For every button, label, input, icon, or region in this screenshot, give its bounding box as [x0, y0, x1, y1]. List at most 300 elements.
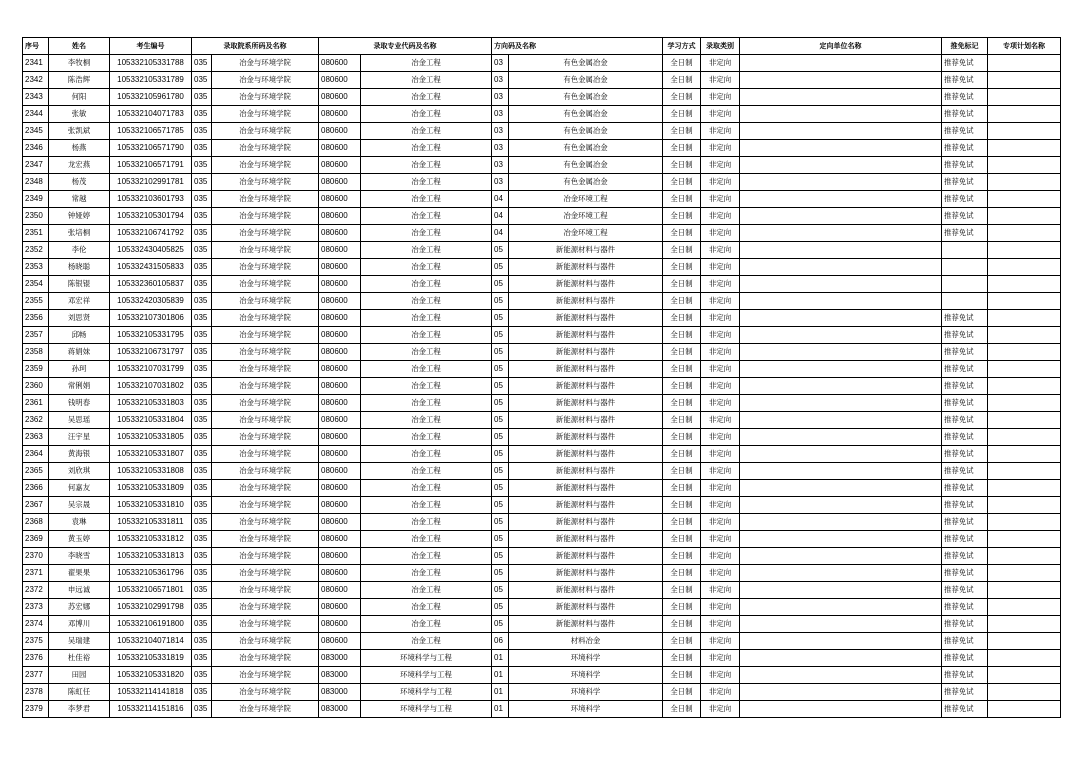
cell-index: 2371: [23, 565, 49, 582]
cell-category: 非定向: [701, 55, 740, 72]
cell-unit: [740, 123, 942, 140]
cell-major-code: 080600: [319, 616, 361, 633]
cell-index: 2350: [23, 208, 49, 225]
cell-recommend: 推荐免试: [942, 684, 988, 701]
cell-recommend: [942, 242, 988, 259]
cell-major-name: 冶金工程: [361, 344, 492, 361]
cell-index: 2358: [23, 344, 49, 361]
cell-dept-name: 冶金与环境学院: [212, 497, 319, 514]
cell-exam-id: 105332102991798: [110, 599, 192, 616]
cell-category: 非定向: [701, 327, 740, 344]
table-row: [23, 361, 1061, 378]
cell-unit: [740, 667, 942, 684]
cell-recommend: 推荐免试: [942, 378, 988, 395]
cell-name: 陈浩辉: [49, 72, 110, 89]
cell-recommend: 推荐免试: [942, 463, 988, 480]
table-row: [23, 565, 1061, 582]
cell-major-name: 冶金工程: [361, 89, 492, 106]
cell-index: 2361: [23, 395, 49, 412]
cell-exam-id: 105332106571785: [110, 123, 192, 140]
cell-unit: [740, 701, 942, 718]
table-row: [23, 140, 1061, 157]
cell-special-plan: [988, 429, 1061, 446]
cell-category: 非定向: [701, 140, 740, 157]
cell-recommend: 推荐免试: [942, 72, 988, 89]
cell-category: 非定向: [701, 446, 740, 463]
cell-dir-code: 05: [492, 548, 509, 565]
cell-special-plan: [988, 446, 1061, 463]
cell-major-code: 080600: [319, 123, 361, 140]
cell-index: 2341: [23, 55, 49, 72]
cell-special-plan: [988, 293, 1061, 310]
cell-special-plan: [988, 633, 1061, 650]
cell-major-name: 冶金工程: [361, 225, 492, 242]
cell-unit: [740, 497, 942, 514]
cell-name: 邓博川: [49, 616, 110, 633]
cell-dir-code: 05: [492, 531, 509, 548]
cell-recommend: 推荐免试: [942, 599, 988, 616]
cell-dir-name: 新能源材料与器件: [509, 259, 663, 276]
cell-name: 刘思贤: [49, 310, 110, 327]
cell-special-plan: [988, 89, 1061, 106]
cell-study-mode: 全日制: [663, 55, 701, 72]
cell-recommend: 推荐免试: [942, 701, 988, 718]
cell-unit: [740, 548, 942, 565]
cell-category: 非定向: [701, 157, 740, 174]
cell-dept-code: 035: [192, 276, 212, 293]
cell-exam-id: 105332105331789: [110, 72, 192, 89]
cell-special-plan: [988, 497, 1061, 514]
header-department: 录取院系所码及名称: [192, 38, 319, 55]
cell-dir-code: 05: [492, 378, 509, 395]
cell-dept-name: 冶金与环境学院: [212, 72, 319, 89]
cell-special-plan: [988, 565, 1061, 582]
cell-unit: [740, 684, 942, 701]
cell-name: 常越: [49, 191, 110, 208]
cell-dept-code: 035: [192, 225, 212, 242]
cell-major-code: 080600: [319, 412, 361, 429]
cell-study-mode: 全日制: [663, 429, 701, 446]
cell-major-code: 080600: [319, 344, 361, 361]
cell-dir-name: 有色金属冶金: [509, 123, 663, 140]
cell-study-mode: 全日制: [663, 446, 701, 463]
cell-unit: [740, 191, 942, 208]
cell-dir-code: 05: [492, 582, 509, 599]
cell-special-plan: [988, 208, 1061, 225]
cell-unit: [740, 344, 942, 361]
cell-dir-code: 03: [492, 106, 509, 123]
cell-category: 非定向: [701, 191, 740, 208]
cell-major-code: 080600: [319, 89, 361, 106]
table-row: [23, 446, 1061, 463]
table-row: [23, 293, 1061, 310]
cell-special-plan: [988, 123, 1061, 140]
cell-recommend: 推荐免试: [942, 106, 988, 123]
cell-dept-code: 035: [192, 106, 212, 123]
cell-recommend: 推荐免试: [942, 412, 988, 429]
cell-study-mode: 全日制: [663, 140, 701, 157]
cell-major-code: 080600: [319, 55, 361, 72]
cell-special-plan: [988, 55, 1061, 72]
cell-dept-code: 035: [192, 497, 212, 514]
cell-category: 非定向: [701, 208, 740, 225]
cell-major-name: 冶金工程: [361, 361, 492, 378]
cell-dept-name: 冶金与环境学院: [212, 327, 319, 344]
cell-exam-id: 105332106571790: [110, 140, 192, 157]
cell-special-plan: [988, 361, 1061, 378]
cell-dir-name: 新能源材料与器件: [509, 395, 663, 412]
cell-index: 2346: [23, 140, 49, 157]
cell-dept-code: 035: [192, 548, 212, 565]
cell-special-plan: [988, 276, 1061, 293]
cell-dept-code: 035: [192, 616, 212, 633]
cell-exam-id: 105332420305839: [110, 293, 192, 310]
cell-exam-id: 105332106191800: [110, 616, 192, 633]
cell-category: 非定向: [701, 378, 740, 395]
cell-dir-code: 05: [492, 616, 509, 633]
cell-study-mode: 全日制: [663, 650, 701, 667]
cell-unit: [740, 157, 942, 174]
cell-dir-code: 01: [492, 667, 509, 684]
cell-study-mode: 全日制: [663, 701, 701, 718]
cell-exam-id: 105332104071814: [110, 633, 192, 650]
cell-dept-name: 冶金与环境学院: [212, 89, 319, 106]
cell-recommend: 推荐免试: [942, 480, 988, 497]
cell-special-plan: [988, 242, 1061, 259]
cell-dir-name: 新能源材料与器件: [509, 327, 663, 344]
cell-exam-id: 105332105331788: [110, 55, 192, 72]
cell-index: 2357: [23, 327, 49, 344]
cell-index: 2349: [23, 191, 49, 208]
cell-dept-name: 冶金与环境学院: [212, 480, 319, 497]
cell-dir-code: 04: [492, 191, 509, 208]
table-row: [23, 327, 1061, 344]
cell-exam-id: 105332431505833: [110, 259, 192, 276]
cell-major-name: 冶金工程: [361, 497, 492, 514]
cell-unit: [740, 582, 942, 599]
cell-study-mode: 全日制: [663, 395, 701, 412]
cell-category: 非定向: [701, 582, 740, 599]
cell-dir-code: 01: [492, 701, 509, 718]
cell-exam-id: 105332106741792: [110, 225, 192, 242]
table-row: [23, 480, 1061, 497]
table-row: [23, 123, 1061, 140]
cell-name: 吴瑞建: [49, 633, 110, 650]
cell-dept-code: 035: [192, 208, 212, 225]
table-row: [23, 174, 1061, 191]
cell-unit: [740, 650, 942, 667]
cell-name: 钟娅婷: [49, 208, 110, 225]
cell-recommend: 推荐免试: [942, 55, 988, 72]
cell-special-plan: [988, 616, 1061, 633]
table-row: [23, 378, 1061, 395]
cell-dir-code: 04: [492, 208, 509, 225]
table-row: [23, 616, 1061, 633]
cell-unit: [740, 242, 942, 259]
cell-index: 2368: [23, 514, 49, 531]
cell-category: 非定向: [701, 667, 740, 684]
cell-dept-name: 冶金与环境学院: [212, 395, 319, 412]
cell-unit: [740, 565, 942, 582]
cell-unit: [740, 514, 942, 531]
cell-exam-id: 105332360105837: [110, 276, 192, 293]
cell-major-code: 080600: [319, 565, 361, 582]
cell-recommend: [942, 293, 988, 310]
cell-study-mode: 全日制: [663, 344, 701, 361]
cell-dir-name: 有色金属冶金: [509, 157, 663, 174]
cell-index: 2352: [23, 242, 49, 259]
cell-dir-code: 03: [492, 123, 509, 140]
cell-name: 吴宗晟: [49, 497, 110, 514]
cell-dir-code: 03: [492, 174, 509, 191]
cell-major-name: 冶金工程: [361, 565, 492, 582]
cell-special-plan: [988, 480, 1061, 497]
cell-dept-name: 冶金与环境学院: [212, 412, 319, 429]
cell-major-code: 080600: [319, 395, 361, 412]
cell-recommend: 推荐免试: [942, 123, 988, 140]
header-major: 录取专业代码及名称: [319, 38, 492, 55]
cell-recommend: [942, 276, 988, 293]
cell-dept-code: 035: [192, 412, 212, 429]
cell-unit: [740, 327, 942, 344]
cell-dept-name: 冶金与环境学院: [212, 140, 319, 157]
cell-dir-code: 04: [492, 225, 509, 242]
cell-recommend: 推荐免试: [942, 497, 988, 514]
cell-study-mode: 全日制: [663, 514, 701, 531]
cell-dir-name: 环境科学: [509, 667, 663, 684]
cell-dir-code: 05: [492, 361, 509, 378]
cell-dept-name: 冶金与环境学院: [212, 582, 319, 599]
cell-category: 非定向: [701, 276, 740, 293]
table-row: [23, 582, 1061, 599]
cell-dir-code: 05: [492, 497, 509, 514]
cell-unit: [740, 208, 942, 225]
cell-recommend: [942, 259, 988, 276]
cell-exam-id: 105332105361796: [110, 565, 192, 582]
cell-unit: [740, 412, 942, 429]
cell-dept-name: 冶金与环境学院: [212, 208, 319, 225]
cell-dir-name: 新能源材料与器件: [509, 293, 663, 310]
cell-dir-name: 环境科学: [509, 650, 663, 667]
cell-exam-id: 105332107031799: [110, 361, 192, 378]
cell-recommend: 推荐免试: [942, 89, 988, 106]
cell-dir-code: 05: [492, 293, 509, 310]
cell-dir-name: 新能源材料与器件: [509, 565, 663, 582]
cell-name: 常俐娟: [49, 378, 110, 395]
cell-unit: [740, 429, 942, 446]
cell-special-plan: [988, 548, 1061, 565]
cell-major-code: 080600: [319, 463, 361, 480]
cell-dept-name: 冶金与环境学院: [212, 633, 319, 650]
cell-index: 2365: [23, 463, 49, 480]
cell-exam-id: 105332105331813: [110, 548, 192, 565]
cell-dept-code: 035: [192, 667, 212, 684]
cell-dir-code: 03: [492, 140, 509, 157]
cell-name: 杜佳裕: [49, 650, 110, 667]
cell-name: 杨燕: [49, 140, 110, 157]
table-row: [23, 497, 1061, 514]
cell-exam-id: 105332103601793: [110, 191, 192, 208]
cell-dir-code: 03: [492, 55, 509, 72]
cell-exam-id: 105332105331805: [110, 429, 192, 446]
cell-unit: [740, 310, 942, 327]
cell-unit: [740, 55, 942, 72]
cell-unit: [740, 140, 942, 157]
table-row: [23, 259, 1061, 276]
table-row: [23, 599, 1061, 616]
cell-category: 非定向: [701, 565, 740, 582]
cell-name: 汪宇星: [49, 429, 110, 446]
cell-dept-code: 035: [192, 565, 212, 582]
cell-major-code: 083000: [319, 667, 361, 684]
cell-index: 2359: [23, 361, 49, 378]
cell-index: 2378: [23, 684, 49, 701]
cell-recommend: 推荐免试: [942, 344, 988, 361]
cell-major-name: 冶金工程: [361, 310, 492, 327]
cell-dept-code: 035: [192, 514, 212, 531]
cell-special-plan: [988, 344, 1061, 361]
cell-dir-name: 冶金环境工程: [509, 225, 663, 242]
cell-major-name: 冶金工程: [361, 242, 492, 259]
table-row: [23, 633, 1061, 650]
cell-special-plan: [988, 514, 1061, 531]
table-row: [23, 463, 1061, 480]
cell-recommend: 推荐免试: [942, 616, 988, 633]
cell-major-name: 冶金工程: [361, 395, 492, 412]
cell-dept-name: 冶金与环境学院: [212, 123, 319, 140]
cell-index: 2348: [23, 174, 49, 191]
cell-unit: [740, 395, 942, 412]
cell-study-mode: 全日制: [663, 599, 701, 616]
cell-dir-name: 新能源材料与器件: [509, 446, 663, 463]
cell-category: 非定向: [701, 429, 740, 446]
cell-name: 刘欣琪: [49, 463, 110, 480]
cell-dir-code: 05: [492, 344, 509, 361]
cell-major-code: 080600: [319, 174, 361, 191]
cell-major-code: 080600: [319, 446, 361, 463]
cell-major-code: 080600: [319, 72, 361, 89]
cell-dir-code: 05: [492, 242, 509, 259]
cell-category: 非定向: [701, 650, 740, 667]
cell-special-plan: [988, 599, 1061, 616]
cell-major-name: 冶金工程: [361, 531, 492, 548]
cell-dept-name: 冶金与环境学院: [212, 531, 319, 548]
cell-dir-name: 有色金属冶金: [509, 55, 663, 72]
cell-study-mode: 全日制: [663, 463, 701, 480]
cell-dept-name: 冶金与环境学院: [212, 344, 319, 361]
cell-major-code: 080600: [319, 361, 361, 378]
cell-dir-name: 新能源材料与器件: [509, 344, 663, 361]
cell-exam-id: 105332114141818: [110, 684, 192, 701]
cell-unit: [740, 616, 942, 633]
cell-major-name: 冶金工程: [361, 446, 492, 463]
cell-category: 非定向: [701, 514, 740, 531]
cell-category: 非定向: [701, 344, 740, 361]
cell-study-mode: 全日制: [663, 106, 701, 123]
cell-unit: [740, 463, 942, 480]
cell-dept-code: 035: [192, 378, 212, 395]
cell-unit: [740, 599, 942, 616]
cell-dir-name: 环境科学: [509, 701, 663, 718]
cell-index: 2356: [23, 310, 49, 327]
cell-special-plan: [988, 191, 1061, 208]
cell-major-code: 080600: [319, 140, 361, 157]
cell-major-name: 冶金工程: [361, 174, 492, 191]
cell-recommend: 推荐免试: [942, 327, 988, 344]
cell-major-code: 080600: [319, 599, 361, 616]
cell-unit: [740, 276, 942, 293]
cell-dept-code: 035: [192, 361, 212, 378]
cell-recommend: 推荐免试: [942, 225, 988, 242]
cell-major-name: 冶金工程: [361, 599, 492, 616]
cell-major-code: 080600: [319, 106, 361, 123]
cell-dir-code: 01: [492, 684, 509, 701]
cell-category: 非定向: [701, 531, 740, 548]
cell-dept-name: 冶金与环境学院: [212, 276, 319, 293]
cell-major-name: 冶金工程: [361, 548, 492, 565]
cell-name: 张凯斌: [49, 123, 110, 140]
cell-exam-id: 105332102991781: [110, 174, 192, 191]
cell-dir-code: 03: [492, 157, 509, 174]
cell-index: 2345: [23, 123, 49, 140]
table-row: [23, 412, 1061, 429]
cell-dept-name: 冶金与环境学院: [212, 157, 319, 174]
cell-dept-name: 冶金与环境学院: [212, 599, 319, 616]
cell-dept-name: 冶金与环境学院: [212, 310, 319, 327]
cell-dept-code: 035: [192, 123, 212, 140]
cell-major-name: 冶金工程: [361, 140, 492, 157]
cell-name: 翟果果: [49, 565, 110, 582]
cell-category: 非定向: [701, 259, 740, 276]
cell-dir-code: 05: [492, 276, 509, 293]
cell-major-name: 环境科学与工程: [361, 701, 492, 718]
cell-dir-code: 05: [492, 412, 509, 429]
cell-study-mode: 全日制: [663, 174, 701, 191]
cell-recommend: 推荐免试: [942, 157, 988, 174]
cell-major-name: 冶金工程: [361, 378, 492, 395]
cell-dir-code: 05: [492, 599, 509, 616]
cell-exam-id: 105332105331804: [110, 412, 192, 429]
table-row: [23, 106, 1061, 123]
cell-index: 2376: [23, 650, 49, 667]
cell-exam-id: 105332105301794: [110, 208, 192, 225]
cell-category: 非定向: [701, 548, 740, 565]
cell-dir-code: 05: [492, 327, 509, 344]
cell-dir-name: 新能源材料与器件: [509, 242, 663, 259]
cell-dept-code: 035: [192, 55, 212, 72]
cell-exam-id: 105332105331803: [110, 395, 192, 412]
cell-recommend: 推荐免试: [942, 548, 988, 565]
cell-exam-id: 105332105331808: [110, 463, 192, 480]
cell-dir-name: 冶金环境工程: [509, 191, 663, 208]
cell-dir-name: 有色金属冶金: [509, 72, 663, 89]
cell-recommend: 推荐免试: [942, 395, 988, 412]
cell-dir-name: 新能源材料与器件: [509, 276, 663, 293]
header-special-plan: 专项计划名称: [988, 38, 1061, 55]
cell-exam-id: 105332104071783: [110, 106, 192, 123]
cell-special-plan: [988, 395, 1061, 412]
cell-dir-name: 有色金属冶金: [509, 89, 663, 106]
cell-dept-code: 035: [192, 242, 212, 259]
cell-major-code: 080600: [319, 310, 361, 327]
cell-unit: [740, 174, 942, 191]
cell-dept-name: 冶金与环境学院: [212, 174, 319, 191]
cell-dept-name: 冶金与环境学院: [212, 191, 319, 208]
cell-category: 非定向: [701, 701, 740, 718]
table-row: [23, 429, 1061, 446]
cell-dept-code: 035: [192, 72, 212, 89]
table-row: [23, 701, 1061, 718]
